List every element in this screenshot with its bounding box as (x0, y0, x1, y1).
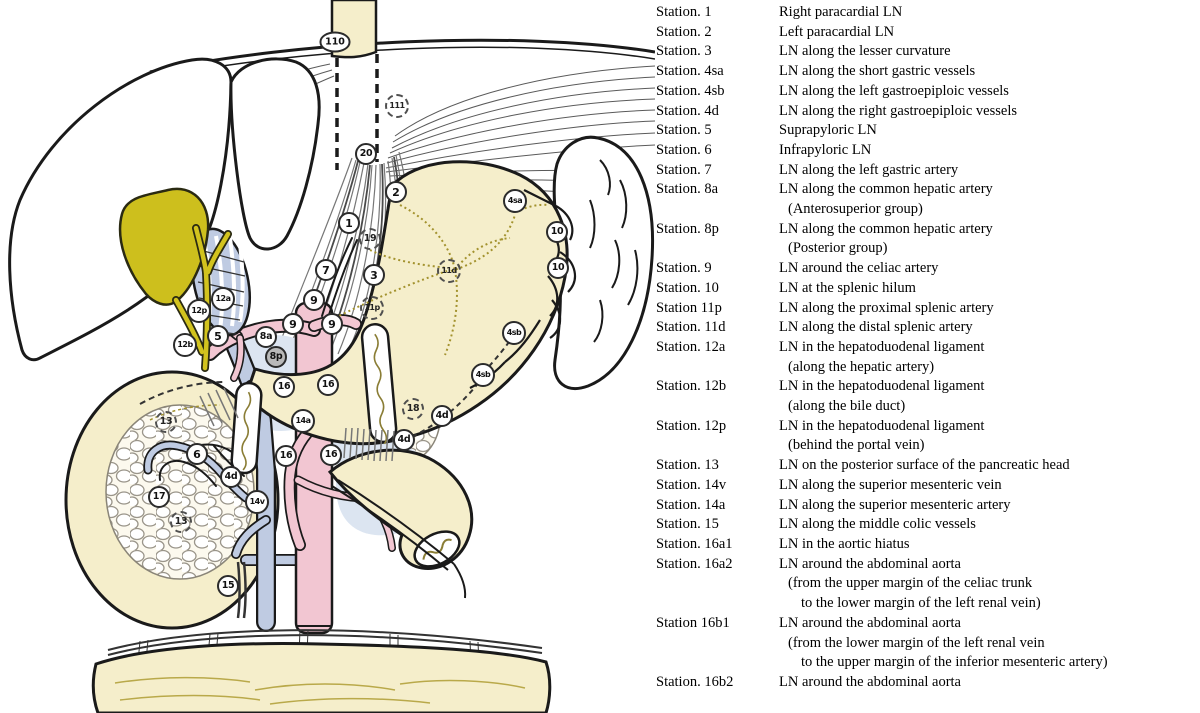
station-marker-13: 13 (170, 511, 192, 533)
station-marker-12a: 12a (211, 287, 235, 311)
station-marker-9: 9 (282, 313, 304, 335)
station-code: Station. 10 (656, 279, 719, 296)
station-description-line: LN on the posterior surface of the pancreatic head (779, 457, 1070, 474)
legend-row (656, 476, 1198, 496)
station-code: Station. 13 (656, 457, 719, 474)
station-code: Station. 8p (656, 220, 719, 237)
station-code: Station. 16b2 (656, 673, 734, 690)
station-description-line: (along the hepatic artery) (788, 358, 935, 375)
station-description (779, 555, 1198, 614)
station-code: Station. 12p (656, 417, 727, 434)
station-code: Station. 16a1 (656, 535, 733, 552)
station-code: Station. 6 (656, 141, 712, 158)
station-description (779, 279, 1198, 299)
station-legend (656, 3, 1198, 693)
station-marker-4sb: 4sb (471, 363, 495, 387)
station-code: Station. 3 (656, 43, 712, 60)
station-marker-11p: 11p (360, 296, 384, 320)
legend-row (656, 23, 1198, 43)
station-marker-14a: 14a (291, 409, 315, 433)
station-marker-16: 16 (317, 374, 339, 396)
station-description-line: to the upper margin of the inferior mesenteric artery) (801, 654, 1108, 671)
station-marker-5: 5 (207, 325, 229, 347)
station-description (779, 476, 1198, 496)
legend-row (656, 456, 1198, 476)
station-description-line: LN along the proximal splenic artery (779, 299, 994, 316)
station-description-line: (Posterior group) (788, 240, 888, 257)
station-marker-19: 19 (359, 228, 381, 250)
station-code: Station. 5 (656, 122, 712, 139)
station-code: Station. 11d (656, 319, 726, 336)
legend-row (656, 377, 1198, 416)
station-description-line: Right paracardial LN (779, 4, 903, 20)
station-description-line: LN along the superior mesenteric artery (779, 496, 1011, 513)
legend-row (656, 515, 1198, 535)
station-marker-15: 15 (217, 575, 239, 597)
station-marker-16: 16 (275, 445, 297, 467)
legend-row (656, 338, 1198, 377)
station-marker-9: 9 (303, 289, 325, 311)
station-marker-9: 9 (321, 313, 343, 335)
station-description-line: (from the lower margin of the left renal vein (788, 634, 1045, 651)
station-code: Station 11p (656, 299, 722, 316)
station-code: Station. 12a (656, 338, 726, 355)
station-code: Station. 9 (656, 260, 712, 277)
station-description (779, 456, 1198, 476)
station-description-line: Suprapyloric LN (779, 122, 877, 139)
station-marker-7: 7 (315, 259, 337, 281)
legend-row (656, 496, 1198, 516)
station-description (779, 259, 1198, 279)
station-marker-110: 110 (320, 32, 351, 53)
station-marker-2: 2 (385, 181, 407, 203)
station-description-line: LN along the middle colic vessels (779, 516, 976, 533)
station-description-line: LN along the short gastric vessels (779, 63, 976, 80)
station-description (779, 318, 1198, 338)
station-description-line: LN in the aortic hiatus (779, 535, 910, 552)
legend-row (656, 279, 1198, 299)
station-description-line: LN in the hepatoduodenal ligament (779, 417, 985, 434)
station-marker-12p: 12p (187, 299, 211, 323)
legend-row (656, 62, 1198, 82)
legend-row (656, 82, 1198, 102)
station-marker-10: 10 (547, 257, 569, 279)
station-description-line: LN around the abdominal aorta (779, 555, 961, 572)
station-description (779, 3, 1198, 23)
station-description (779, 299, 1198, 319)
station-marker-4sa: 4sa (503, 189, 527, 213)
station-description-line: LN in the hepatoduodenal ligament (779, 378, 985, 395)
station-description (779, 338, 1198, 377)
legend-row (656, 673, 1198, 693)
station-marker-13: 13 (155, 411, 177, 433)
legend-row (656, 141, 1198, 161)
station-description-line: Infrapyloric LN (779, 141, 872, 158)
legend-row (656, 3, 1198, 23)
station-code: Station 16b1 (656, 614, 730, 631)
station-description-line: Left paracardial LN (779, 23, 895, 40)
station-description (779, 161, 1198, 181)
station-code: Station. 4sa (656, 63, 724, 80)
station-code: Station. 14a (656, 496, 726, 513)
station-description-line: LN along the common hepatic artery (779, 220, 993, 237)
station-description-line: (from the upper margin of the celiac trunk (788, 575, 1033, 592)
legend-row (656, 417, 1198, 456)
station-description (779, 614, 1198, 673)
station-description (779, 417, 1198, 456)
legend-row (656, 42, 1198, 62)
station-description-line: LN at the splenic hilum (779, 279, 916, 296)
station-description (779, 496, 1198, 516)
station-code: Station. 2 (656, 23, 712, 40)
station-marker-1: 1 (338, 212, 360, 234)
legend-row (656, 220, 1198, 259)
station-marker-11d: 11d (437, 259, 461, 283)
station-description-line: (along the bile duct) (788, 398, 906, 415)
legend-row (656, 161, 1198, 181)
station-marker-8a: 8a (255, 326, 277, 348)
station-marker-18: 18 (402, 398, 424, 420)
station-description-line: LN along the common hepatic artery (779, 181, 993, 198)
station-marker-14v: 14v (245, 490, 269, 514)
station-marker-111: 111 (385, 94, 409, 118)
station-description-line: LN in the hepatoduodenal ligament (779, 338, 985, 355)
station-code: Station. 8a (656, 181, 719, 198)
station-description-line: LN along the distal splenic artery (779, 319, 973, 336)
legend-row (656, 318, 1198, 338)
station-code: Station. 1 (656, 4, 712, 20)
station-description-line: LN along the superior mesenteric vein (779, 476, 1002, 493)
station-description (779, 42, 1198, 62)
station-description-line: LN along the right gastroepiploic vessels (779, 102, 1017, 119)
station-code: Station. 16a2 (656, 555, 733, 572)
station-description-line: LN around the abdominal aorta (779, 614, 961, 631)
legend-row (656, 259, 1198, 279)
station-marker-12b: 12b (173, 333, 197, 357)
station-description-line: LN around the celiac artery (779, 260, 939, 277)
station-marker-16: 16 (320, 444, 342, 466)
station-marker-4d: 4d (393, 429, 415, 451)
station-description (779, 180, 1198, 219)
station-marker-17: 17 (148, 486, 170, 508)
legend-row (656, 299, 1198, 319)
station-marker-4sb: 4sb (502, 321, 526, 345)
station-description (779, 141, 1198, 161)
station-description-line: LN along the left gastroepiploic vessels (779, 82, 1009, 99)
station-marker-4d: 4d (431, 405, 453, 427)
station-description (779, 121, 1198, 141)
station-code: Station. 12b (656, 378, 727, 395)
station-marker-6: 6 (186, 443, 208, 465)
station-description-line: LN around the abdominal aorta (779, 673, 961, 690)
station-description (779, 102, 1198, 122)
station-marker-3: 3 (363, 264, 385, 286)
station-code: Station. 4d (656, 102, 719, 119)
station-description (779, 23, 1198, 43)
station-description (779, 82, 1198, 102)
station-marker-10: 10 (546, 221, 568, 243)
station-code: Station. 14v (656, 476, 727, 493)
station-code: Station. 4sb (656, 82, 725, 99)
station-marker-8p: 8p (265, 346, 287, 368)
legend-row (656, 102, 1198, 122)
legend-row (656, 555, 1198, 614)
station-description (779, 515, 1198, 535)
station-marker-4d: 4d (220, 466, 242, 488)
legend-row (656, 535, 1198, 555)
station-description-line: to the lower margin of the left renal vein) (801, 595, 1041, 612)
station-description-line: (Anterosuperior group) (788, 201, 923, 218)
legend-row (656, 180, 1198, 219)
station-code: Station. 7 (656, 161, 712, 178)
legend-row (656, 121, 1198, 141)
station-marker-16: 16 (273, 376, 295, 398)
station-description (779, 377, 1198, 416)
station-description (779, 62, 1198, 82)
station-description (779, 535, 1198, 555)
legend-row (656, 614, 1198, 673)
station-description-line: LN along the left gastric artery (779, 161, 959, 178)
station-code: Station. 15 (656, 516, 719, 533)
station-description (779, 220, 1198, 259)
station-description (779, 673, 1198, 693)
station-description-line: (behind the portal vein) (788, 437, 925, 454)
station-marker-20: 20 (355, 143, 377, 165)
station-description-line: LN along the lesser curvature (779, 43, 951, 60)
